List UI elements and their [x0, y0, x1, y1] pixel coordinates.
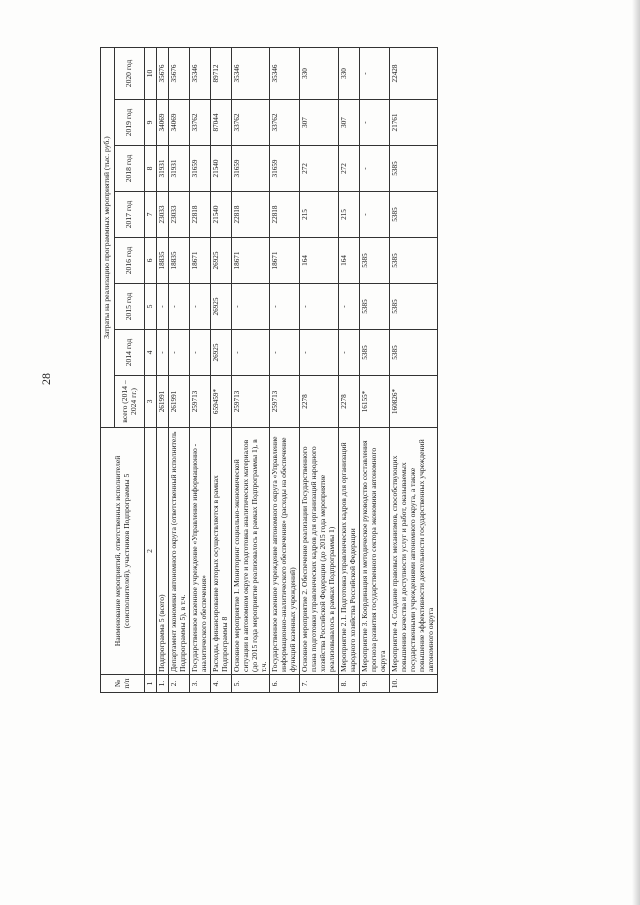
- row-value: 272: [339, 146, 360, 192]
- row-value: 5385: [360, 238, 390, 284]
- row-value: 272: [300, 146, 339, 192]
- header-year-2017: 2017 год: [115, 192, 145, 238]
- header-year-2016: 2016 год: [115, 238, 145, 284]
- row-value: 22818: [189, 192, 210, 238]
- row-name: Государственное казенное учреждение автономного округа «Управление информационно-аналитического обеспечения» (расходы на обеспечение функций казенных учреждений): [270, 428, 300, 675]
- row-value: 31931: [157, 146, 169, 192]
- header-year-2014: 2014 год: [115, 330, 145, 376]
- row-value: -: [270, 284, 300, 330]
- row-value: 26925: [210, 330, 231, 376]
- row-value: 5385: [360, 330, 390, 376]
- row-value: 89712: [210, 47, 231, 99]
- row-value: 261991: [168, 376, 189, 428]
- row-value: 22818: [231, 192, 270, 238]
- row-value: 21540: [210, 192, 231, 238]
- row-value: -: [189, 330, 210, 376]
- row-value: 23033: [157, 192, 169, 238]
- table-row: [360, 47, 390, 692]
- row-value: 330: [300, 47, 339, 99]
- column-index-row: [145, 47, 157, 692]
- row-value: 5385: [389, 238, 437, 284]
- row-value: 35346: [270, 47, 300, 99]
- row-value: 33762: [270, 100, 300, 146]
- table-body: [145, 47, 438, 692]
- row-name: Основное мероприятие 2. Обеспечение реализации Государственного плана подготовки управленческих кадров для организаций народного хозяйства Российской Федерации (до 2015 года мероприятие реализовывалось в рамках Подпрограммы 1): [300, 428, 339, 675]
- row-value: 31931: [168, 146, 189, 192]
- table-row: [270, 47, 300, 692]
- row-value: 34069: [157, 100, 169, 146]
- row-number: 3.: [189, 675, 210, 693]
- row-value: 5385: [389, 146, 437, 192]
- row-value: -: [168, 330, 189, 376]
- row-value: -: [189, 284, 210, 330]
- row-value: 26925: [210, 238, 231, 284]
- column-index: 6: [145, 238, 157, 284]
- row-name: Основное мероприятие 1. Мониторинг социально-экономической ситуации в автономном округе и подготовка аналитических материалов (до 2015 года мероприятие реализовалось в рамках Подпрограммы 1), в т.ч.: [231, 428, 270, 675]
- row-value: 307: [300, 100, 339, 146]
- row-number: 1.: [157, 675, 169, 693]
- row-value: 5385: [389, 284, 437, 330]
- row-value: 18671: [270, 238, 300, 284]
- row-number: 2.: [168, 675, 189, 693]
- row-value: -: [168, 284, 189, 330]
- row-value: 35346: [189, 47, 210, 99]
- row-value: -: [270, 330, 300, 376]
- row-name: Подпрограмма 5 (всего): [157, 428, 169, 675]
- row-name: Департамент экономики автономного округа (ответственный исполнитель Подпрограммы 5), в т.ч.: [168, 428, 189, 675]
- row-value: 18671: [231, 238, 270, 284]
- row-number: 8.: [339, 675, 360, 693]
- row-value: 31659: [189, 146, 210, 192]
- row-value: 659459*: [210, 376, 231, 428]
- header-costs: Затраты на реализацию программных мероприятий (тыс. руб.): [101, 47, 115, 427]
- page-number: 28: [39, 373, 53, 385]
- row-value: 22818: [270, 192, 300, 238]
- row-value: 259713: [231, 376, 270, 428]
- row-value: 215: [300, 192, 339, 238]
- row-value: 18835: [168, 238, 189, 284]
- row-number: 9.: [360, 675, 390, 693]
- row-number: 10.: [389, 675, 437, 693]
- row-value: 16155*: [360, 376, 390, 428]
- row-value: 21540: [210, 146, 231, 192]
- scan-edge-shadow: [632, 0, 640, 905]
- row-value: 259713: [270, 376, 300, 428]
- header-name: Наименование мероприятий, ответственных исполнителей (соисполнителей), участников Подпрограммы 5: [101, 428, 145, 675]
- row-value: 18671: [189, 238, 210, 284]
- row-value: 164: [339, 238, 360, 284]
- header-year-total: всего (2014 – 2024 гг.): [115, 376, 145, 428]
- row-value: 31659: [270, 146, 300, 192]
- row-value: -: [157, 284, 169, 330]
- row-name: Мероприятие 4. Создание правовых механизмов, способствующих повышению качества и доступности услуг и работ, оказываемых государственными учреждениями автономного округа, а также повышение эффективности деятельности государственных учреждений автономного округа: [389, 428, 437, 675]
- row-value: -: [300, 284, 339, 330]
- row-value: 215: [339, 192, 360, 238]
- column-index: 2: [145, 428, 157, 675]
- row-name: Расходы, финансирование которых осуществляется в рамках Подпрограммы 8: [210, 428, 231, 675]
- row-value: 31659: [231, 146, 270, 192]
- row-value: -: [231, 330, 270, 376]
- table-row: [189, 47, 210, 692]
- row-name: Мероприятие 2.1. Подготовка управленческих кадров для организаций народного хозяйства Российской Федерации: [339, 428, 360, 675]
- column-index: 4: [145, 330, 157, 376]
- row-value: 35676: [157, 47, 169, 99]
- row-value: 18835: [157, 238, 169, 284]
- table-row: [168, 47, 189, 692]
- row-value: 35346: [231, 47, 270, 99]
- row-value: 160826*: [389, 376, 437, 428]
- rotated-table-container: [100, 48, 570, 693]
- header-year-2015: 2015 год: [115, 284, 145, 330]
- row-value: 22428: [389, 47, 437, 99]
- row-number: 6.: [270, 675, 300, 693]
- column-index: 8: [145, 146, 157, 192]
- row-value: 33762: [189, 100, 210, 146]
- row-value: 330: [339, 47, 360, 99]
- row-value: -: [360, 100, 390, 146]
- row-value: -: [339, 330, 360, 376]
- row-value: 307: [339, 100, 360, 146]
- row-value: 5385: [389, 192, 437, 238]
- row-value: 5385: [389, 330, 437, 376]
- column-index: 3: [145, 376, 157, 428]
- table-row: [339, 47, 360, 692]
- column-index: 7: [145, 192, 157, 238]
- table-row: [389, 47, 437, 692]
- row-value: 164: [300, 238, 339, 284]
- row-value: 2278: [339, 376, 360, 428]
- row-value: 87044: [210, 100, 231, 146]
- row-number: 7.: [300, 675, 339, 693]
- table-row: [210, 47, 231, 692]
- row-number: 5.: [231, 675, 270, 693]
- row-value: 26925: [210, 284, 231, 330]
- row-value: -: [231, 284, 270, 330]
- row-value: 5385: [360, 284, 390, 330]
- table-row: [157, 47, 169, 692]
- row-value: -: [300, 330, 339, 376]
- row-value: 2278: [300, 376, 339, 428]
- header-year-2018: 2018 год: [115, 146, 145, 192]
- row-value: -: [360, 47, 390, 99]
- header-num: № п/п: [101, 675, 145, 693]
- row-number: 4.: [210, 675, 231, 693]
- row-value: 23033: [168, 192, 189, 238]
- table-row: [231, 47, 270, 692]
- row-name: Мероприятие 3. Координация и методическое руководство составления прогноза развития государственного сектора экономики автономного округа: [360, 428, 390, 675]
- row-value: -: [157, 330, 169, 376]
- row-value: 261991: [157, 376, 169, 428]
- table-row: [300, 47, 339, 692]
- row-value: -: [339, 284, 360, 330]
- row-value: 34069: [168, 100, 189, 146]
- column-index: 10: [145, 47, 157, 99]
- row-value: 259713: [189, 376, 210, 428]
- header-year-2020: 2020 год: [115, 47, 145, 99]
- column-index: 1: [145, 675, 157, 693]
- column-index: 5: [145, 284, 157, 330]
- row-value: -: [360, 192, 390, 238]
- row-name: Государственное казенное учреждение «Управление информационно - аналитического обеспечения»: [189, 428, 210, 675]
- column-index: 9: [145, 100, 157, 146]
- row-value: 35676: [168, 47, 189, 99]
- header-year-2019: 2019 год: [115, 100, 145, 146]
- row-value: -: [360, 146, 390, 192]
- row-value: 33762: [231, 100, 270, 146]
- costs-table: [100, 47, 438, 693]
- row-value: 21761: [389, 100, 437, 146]
